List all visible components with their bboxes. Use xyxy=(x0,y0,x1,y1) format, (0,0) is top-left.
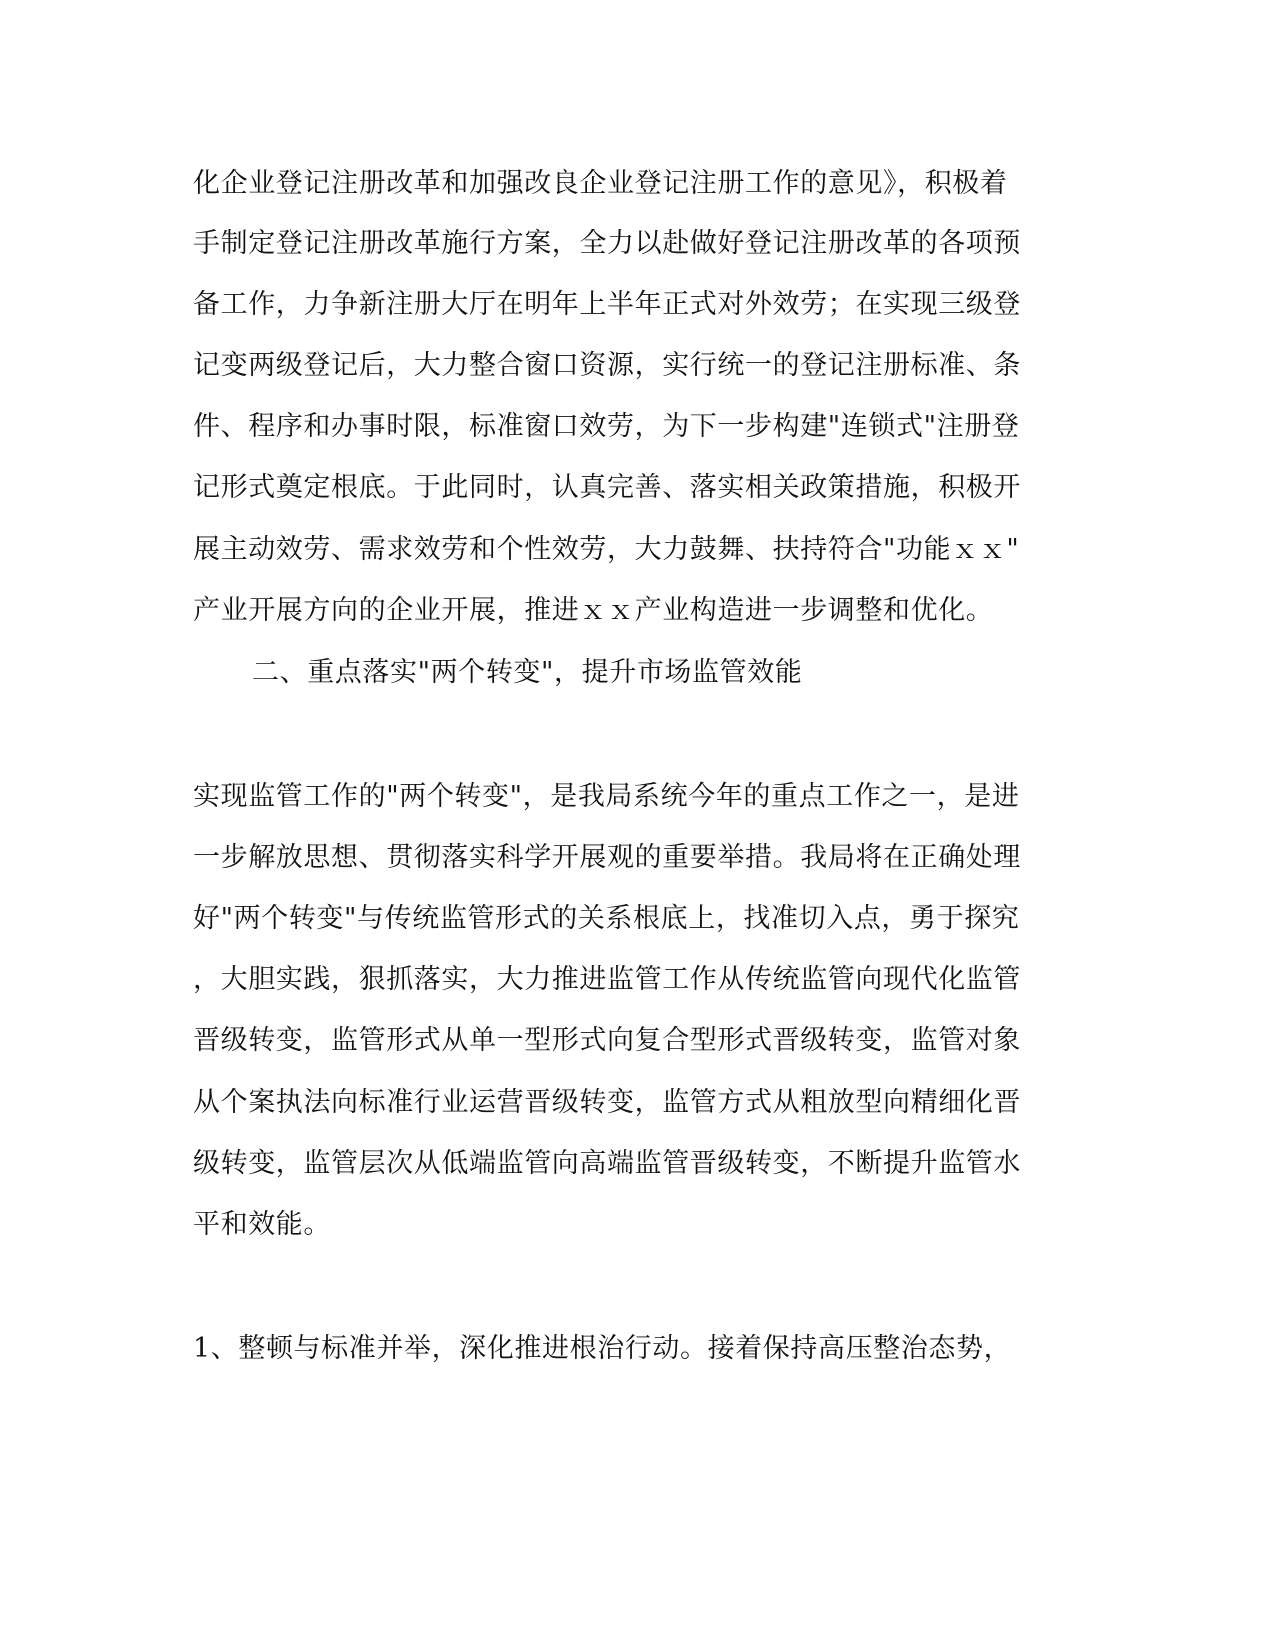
paragraph-2-line-4: ，大胆实践，狠抓落实，大力推进监管工作从传统监管向现代化监管 xyxy=(193,964,1021,995)
paragraph-2-line-8: 平和效能。 xyxy=(193,1209,331,1240)
paragraph-2-line-7: 级转变，监管层次从低端监管向高端监管晋级转变，不断提升监管水 xyxy=(193,1148,1021,1179)
paragraph-1-line-1: 化企业登记注册改革和加强改良企业登记注册工作的意见》，积极着 xyxy=(193,168,1008,199)
paragraph-1-line-2: 手制定登记注册改革施行方案，全力以赴做好登记注册改革的各项预 xyxy=(193,228,1021,259)
paragraph-2-line-1: 实现监管工作的"两个转变"，是我局系统今年的重点工作之一，是进 xyxy=(193,781,1020,812)
paragraph-1-line-6: 记形式奠定根底。于此同时，认真完善、落实相关政策措施，积极开 xyxy=(193,472,1021,503)
paragraph-2-line-3: 好"两个转变"与传统监管形式的关系根底上，找准切入点，勇于探究 xyxy=(193,903,1020,934)
paragraph-1-line-7: 展主动效劳、需求效劳和个性效劳，大力鼓舞、扶持符合"功能ｘｘ" xyxy=(193,534,1020,565)
paragraph-2-line-2: 一步解放思想、贯彻落实科学开展观的重要举措。我局将在正确处理 xyxy=(193,842,1021,873)
paragraph-1-line-8: 产业开展方向的企业开展，推进ｘｘ产业构造进一步调整和优化。 xyxy=(193,595,994,626)
paragraph-1-line-3: 备工作，力争新注册大厅在明年上半年正式对外效劳；在实现三级登 xyxy=(193,289,1021,320)
paragraph-2-line-5: 晋级转变，监管形式从单一型形式向复合型形式晋级转变，监管对象 xyxy=(193,1025,1021,1056)
section-heading: 二、重点落实"两个转变"，提升市场监管效能 xyxy=(252,657,803,688)
paragraph-1-line-5: 件、程序和办事时限，标准窗口效劳，为下一步构建"连锁式"注册登 xyxy=(193,411,1020,442)
paragraph-2-line-6: 从个案执法向标准行业运营晋级转变，监管方式从粗放型向精细化晋 xyxy=(193,1087,1021,1118)
paragraph-1-line-4: 记变两级登记后，大力整合窗口资源，实行统一的登记注册标准、条 xyxy=(193,350,1021,381)
paragraph-3-line-1: 1、整顿与标准并举，深化推进根治行动。接着保持高压整治态势， xyxy=(193,1333,1012,1364)
